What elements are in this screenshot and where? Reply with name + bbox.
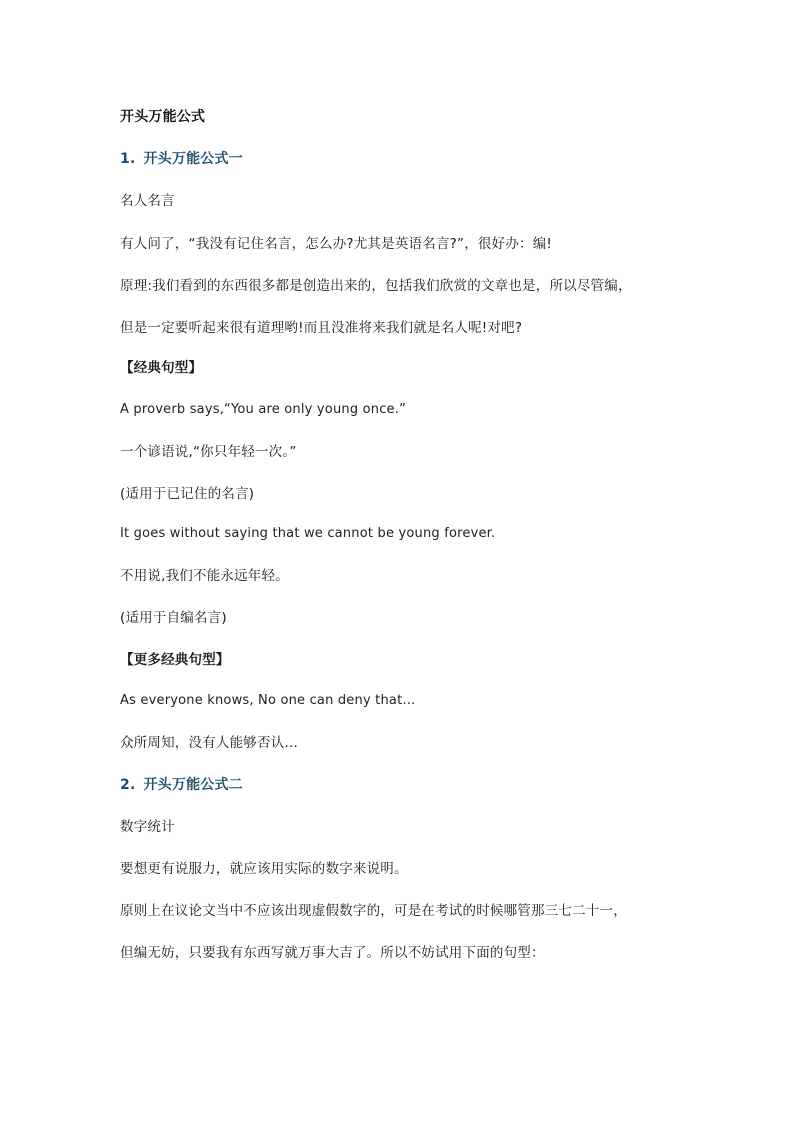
section-1-subtitle: 名人名言 xyxy=(120,193,175,209)
section-1-paragraph-line-3: 但是一定要听起来很有道理哟!而且没准将来我们就是名人呢!对吧? xyxy=(120,320,523,336)
section-1-heading xyxy=(120,150,243,168)
section-1-paragraph-line-2: 原理:我们看到的东西很多都是创造出来的，包括我们欣赏的文章也是，所以尽管编， xyxy=(120,278,632,294)
page-title: 开头万能公式 xyxy=(120,109,206,125)
classic-sentences-label: 【经典句型】 xyxy=(120,360,203,376)
classic-sentence-1-zh: 一个谚语说,“你只年轻一次。” xyxy=(120,444,297,460)
section-2-heading-text: 开头万能公式二 xyxy=(143,777,243,793)
classic-sentence-1-note: (适用于已记住的名言) xyxy=(120,486,255,502)
section-2-paragraph-line-3: 但编无妨，只要我有东西写就万事大吉了。所以不妨试用下面的句型： xyxy=(120,945,545,961)
section-2-subtitle: 数字统计 xyxy=(120,819,175,835)
more-sentence-en: As everyone knows, No one can deny that… xyxy=(120,693,416,708)
section-1-number: 1. xyxy=(120,151,136,167)
section-2-heading xyxy=(120,776,243,794)
classic-sentence-2-note: (适用于自编名言) xyxy=(120,610,227,626)
section-2-paragraph-line-2: 原则上在议论文当中不应该出现虚假数字的，可是在考试的时候哪管那三七二十一， xyxy=(120,903,627,919)
classic-sentence-1-en: A proverb says,“You are only young once.” xyxy=(120,402,407,417)
classic-sentence-2-zh: 不用说,我们不能永远年轻。 xyxy=(120,568,289,584)
section-1-heading-text: 开头万能公式一 xyxy=(143,151,243,167)
more-classic-sentences-label: 【更多经典句型】 xyxy=(120,652,230,668)
section-2-number: 2. xyxy=(120,777,136,793)
section-2-paragraph-line-1: 要想更有说服力，就应该用实际的数字来说明。 xyxy=(120,861,408,877)
section-1-paragraph-line-1: 有人问了，“我没有记住名言，怎么办?尤其是英语名言?”，很好办：编! xyxy=(120,236,553,252)
classic-sentence-2-en: It goes without saying that we cannot be young forever. xyxy=(120,526,496,541)
more-sentence-zh: 众所周知，没有人能够否认… xyxy=(120,735,299,751)
